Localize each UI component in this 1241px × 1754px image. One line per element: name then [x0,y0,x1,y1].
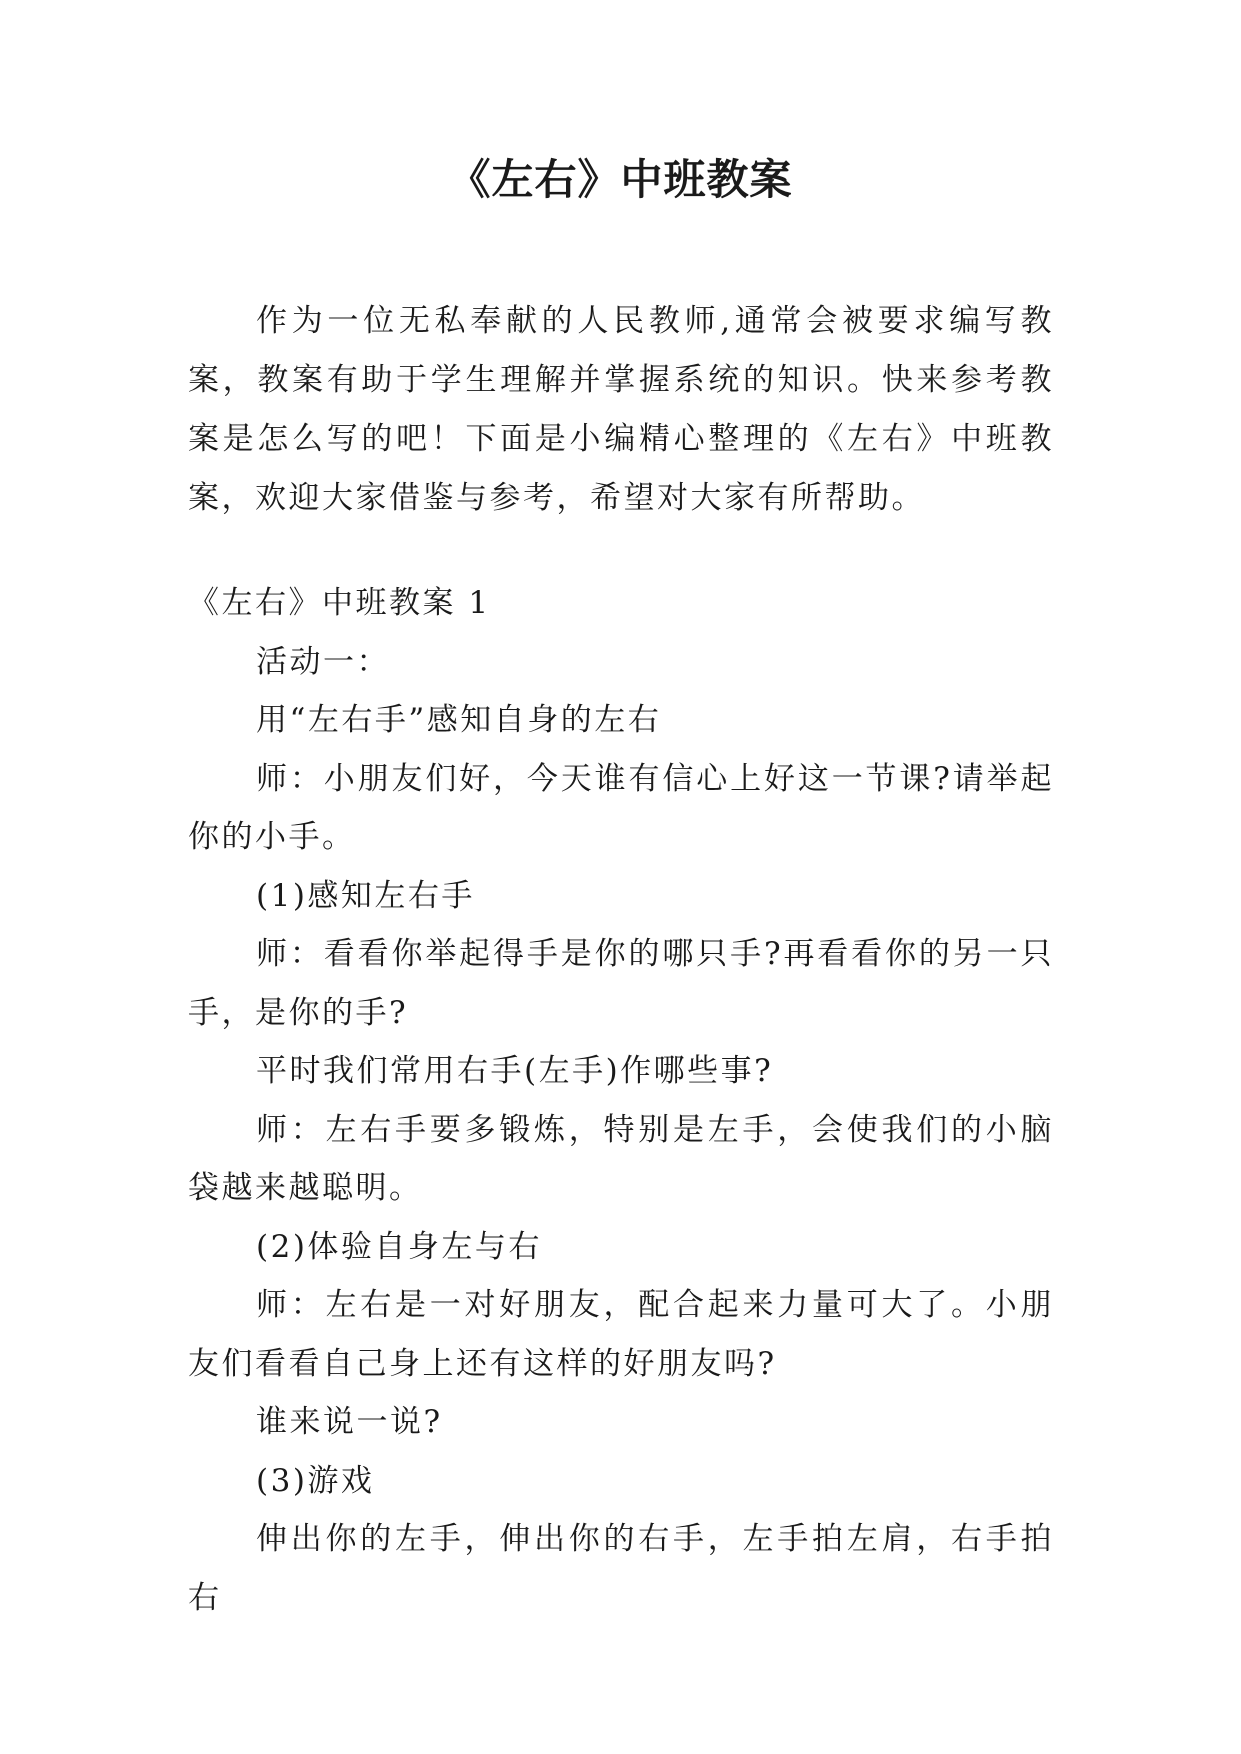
paragraph: (2)体验自身左与右 [256,1228,542,1265]
intro-section [188,292,1054,528]
paragraph: 师：左右手要多锻炼，特别是左手，会使我们的小脑袋越来越聪明。 [188,1111,1054,1206]
document-title: 《左右》中班教案 [448,155,793,204]
paragraph: 活动一： [256,643,390,680]
paragraph: (1)感知左右手 [256,877,475,914]
paragraph: (3)游戏 [256,1462,375,1499]
paragraph: 师：小朋友们好，今天谁有信心上好这一节课?请举起你的小手。 [188,760,1054,855]
section-heading: 《左右》中班教案 1 [188,585,491,621]
paragraph: 谁来说一说? [256,1404,443,1440]
paragraph: 师：左右是一对好朋友，配合起来力量可大了。小朋友们看看自己身上还有这样的好朋友吗? [188,1287,1054,1382]
lesson-section [188,574,1054,1627]
paragraph: 师：看看你举起得手是你的哪只手?再看看你的另一只手，是你的手? [188,936,1054,1031]
paragraph: 伸出你的左手，伸出你的右手，左手拍左肩，右手拍右 [188,1521,1054,1616]
paragraph: 平时我们常用右手(左手)作哪些事? [256,1053,774,1089]
paragraph: 用“左右手”感知自身的左右 [256,702,662,738]
intro-paragraph: 作为一位无私奉献的人民教师,通常会被要求编写教案，教案有助于学生理解并掌握系统的知识。快来参考教案是怎么写的吧！下面是小编精心整理的《左右》中班教案，欢迎大家借鉴与参考，希望对大家有所帮助。 [188,303,1054,516]
